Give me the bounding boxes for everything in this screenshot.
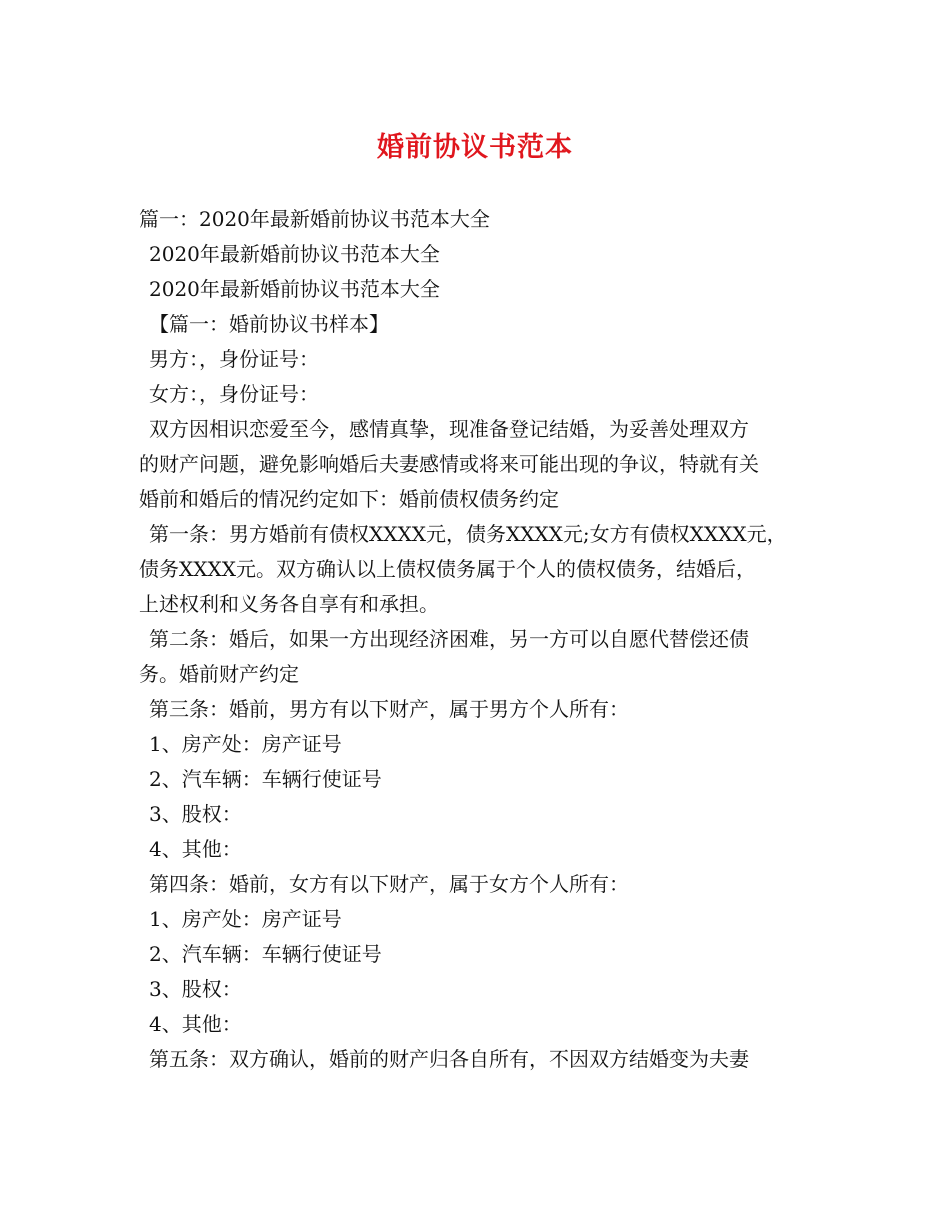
body-line: 2、汽车辆：车辆行使证号 (149, 767, 382, 791)
body-line: 的财产问题，避免影响婚后夫妻感情或将来可能出现的争议，特就有关 (139, 452, 759, 476)
body-line: 男方：，身份证号： (149, 347, 319, 371)
body-line: 篇一：2020年最新婚前协议书范本大全 (139, 207, 490, 231)
body-line: 第二条：婚后，如果一方出现经济困难，另一方可以自愿代替偿还债 (149, 627, 749, 651)
body-line: 4、其他： (149, 837, 242, 861)
body-line: 务。婚前财产约定 (139, 662, 299, 686)
body-line: 【篇一：婚前协议书样本】 (149, 312, 389, 336)
body-line: 双方因相识恋爱至今，感情真挚，现准备登记结婚，为妥善处理双方 (149, 417, 749, 441)
body-line: 3、股权： (149, 977, 242, 1001)
body-line: 2、汽车辆：车辆行使证号 (149, 942, 382, 966)
body-line: 第一条：男方婚前有债权XXXX元，债务XXXX元;女方有债权XXXX元， (149, 522, 787, 546)
body-line: 债务XXXX元。双方确认以上债权债务属于个人的债权债务，结婚后， (139, 557, 756, 581)
body-line: 2020年最新婚前协议书范本大全 (149, 277, 440, 301)
body-line: 女方：，身份证号： (149, 382, 319, 406)
body-line: 第五条：双方确认，婚前的财产归各自所有，不因双方结婚变为夫妻 (149, 1047, 749, 1071)
body-line: 1、房产处：房产证号 (149, 732, 342, 756)
body-line: 2020年最新婚前协议书范本大全 (149, 242, 440, 266)
body-line: 第四条：婚前，女方有以下财产，属于女方个人所有： (149, 872, 629, 896)
document-title: 婚前协议书范本 (377, 132, 573, 163)
body-line: 上述权利和义务各自享有和承担。 (139, 592, 439, 616)
document-body (139, 202, 829, 1077)
body-line: 1、房产处：房产证号 (149, 907, 342, 931)
body-line: 3、股权： (149, 802, 242, 826)
body-line: 婚前和婚后的情况约定如下：婚前债权债务约定 (139, 487, 559, 511)
body-line: 4、其他： (149, 1012, 242, 1036)
body-line: 第三条：婚前，男方有以下财产，属于男方个人所有： (149, 697, 629, 721)
